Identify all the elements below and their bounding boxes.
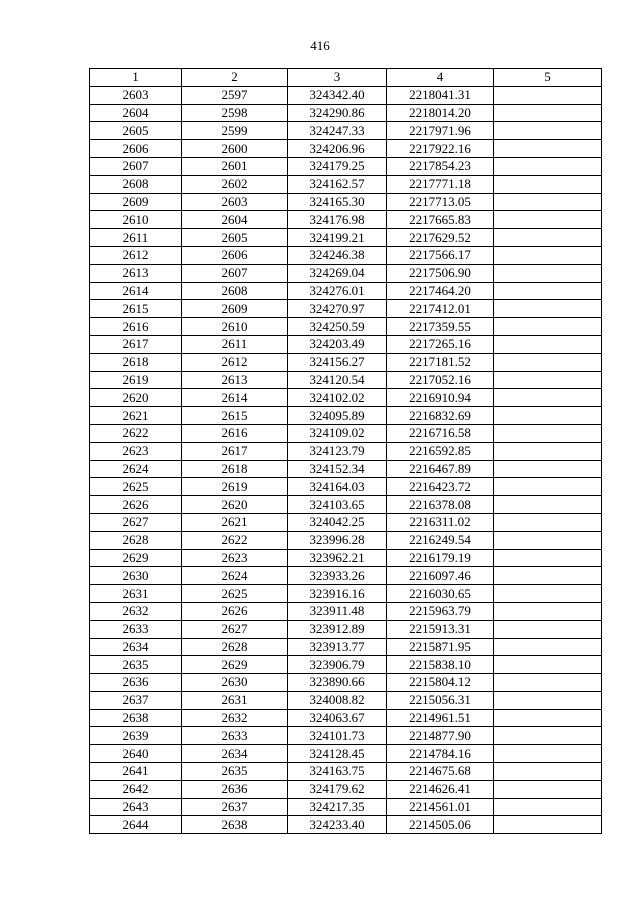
table-cell: 2601 — [182, 157, 288, 175]
table-cell: 2619 — [182, 478, 288, 496]
table-row — [90, 656, 602, 674]
table-cell: 2629 — [90, 549, 182, 567]
table-cell: 2626 — [182, 602, 288, 620]
table-row — [90, 727, 602, 745]
table-cell — [494, 300, 602, 318]
table-row — [90, 424, 602, 442]
table-cell: 2641 — [90, 763, 182, 781]
table-cell: 2622 — [90, 424, 182, 442]
table-row — [90, 86, 602, 104]
table-cell — [494, 816, 602, 834]
table-cell: 2627 — [182, 620, 288, 638]
table-cell: 324008.82 — [288, 691, 387, 709]
table-cell — [494, 780, 602, 798]
table-cell: 2640 — [90, 745, 182, 763]
table-cell: 324163.75 — [288, 763, 387, 781]
table-cell — [494, 86, 602, 104]
table-cell: 324290.86 — [288, 104, 387, 122]
table-row — [90, 460, 602, 478]
table-cell — [494, 264, 602, 282]
table-row — [90, 780, 602, 798]
table-cell — [494, 745, 602, 763]
table-cell: 2626 — [90, 496, 182, 514]
table-cell: 2217854.23 — [387, 157, 494, 175]
table-cell: 2618 — [90, 353, 182, 371]
table-row — [90, 496, 602, 514]
table-cell: 2614 — [90, 282, 182, 300]
table-cell — [494, 442, 602, 460]
table-row — [90, 531, 602, 549]
table-cell: 2214784.16 — [387, 745, 494, 763]
table-row — [90, 371, 602, 389]
table-cell — [494, 496, 602, 514]
table-cell: 324179.25 — [288, 157, 387, 175]
table-cell: 2634 — [90, 638, 182, 656]
table-cell: 324156.27 — [288, 353, 387, 371]
table-cell: 2633 — [90, 620, 182, 638]
table-cell: 323890.66 — [288, 674, 387, 692]
table-cell: 2637 — [182, 798, 288, 816]
table-row — [90, 745, 602, 763]
table-cell: 2217713.05 — [387, 193, 494, 211]
table-cell: 2218041.31 — [387, 86, 494, 104]
table-row — [90, 798, 602, 816]
table-cell: 324206.96 — [288, 140, 387, 158]
table-cell: 2632 — [182, 709, 288, 727]
page-number: 416 — [310, 38, 330, 53]
table-cell: 324109.02 — [288, 424, 387, 442]
table-row — [90, 638, 602, 656]
table-cell: 324120.54 — [288, 371, 387, 389]
header-row — [90, 69, 602, 87]
column-header: 5 — [494, 69, 602, 87]
table-cell: 324199.21 — [288, 229, 387, 247]
table-cell: 2607 — [90, 157, 182, 175]
table-row — [90, 478, 602, 496]
table-cell — [494, 478, 602, 496]
table-cell: 2600 — [182, 140, 288, 158]
table-cell: 323996.28 — [288, 531, 387, 549]
table-cell: 2627 — [90, 513, 182, 531]
table-row — [90, 353, 602, 371]
table-cell: 2615 — [182, 407, 288, 425]
table-row — [90, 407, 602, 425]
table-cell: 2214961.51 — [387, 709, 494, 727]
table-cell — [494, 567, 602, 585]
table-cell: 2623 — [182, 549, 288, 567]
table-cell — [494, 389, 602, 407]
column-header: 2 — [182, 69, 288, 87]
table-cell: 324217.35 — [288, 798, 387, 816]
table-row — [90, 282, 602, 300]
table-cell: 2605 — [182, 229, 288, 247]
table-row — [90, 442, 602, 460]
table-cell — [494, 424, 602, 442]
table-cell: 324342.40 — [288, 86, 387, 104]
table-cell: 324164.03 — [288, 478, 387, 496]
table-row — [90, 175, 602, 193]
table-cell — [494, 620, 602, 638]
table-cell — [494, 460, 602, 478]
table-cell: 324246.38 — [288, 246, 387, 264]
table-body — [90, 86, 602, 833]
table-cell: 324123.79 — [288, 442, 387, 460]
table-cell — [494, 211, 602, 229]
table-row — [90, 763, 602, 781]
table-cell: 2616 — [90, 318, 182, 336]
table-cell: 2611 — [182, 335, 288, 353]
table-cell: 2216378.08 — [387, 496, 494, 514]
table-cell: 2608 — [182, 282, 288, 300]
table-cell: 324270.97 — [288, 300, 387, 318]
table-cell: 2611 — [90, 229, 182, 247]
table-cell: 2613 — [182, 371, 288, 389]
table-cell: 2636 — [90, 674, 182, 692]
table-row — [90, 157, 602, 175]
table-cell — [494, 229, 602, 247]
table-cell: 2624 — [90, 460, 182, 478]
table-cell: 2217922.16 — [387, 140, 494, 158]
table-cell — [494, 513, 602, 531]
table-cell: 2610 — [90, 211, 182, 229]
table-cell: 2217052.16 — [387, 371, 494, 389]
table-cell: 2214505.06 — [387, 816, 494, 834]
table-cell: 324042.25 — [288, 513, 387, 531]
table-cell — [494, 727, 602, 745]
table-cell: 323906.79 — [288, 656, 387, 674]
table-row — [90, 122, 602, 140]
table-cell: 2630 — [90, 567, 182, 585]
table-row — [90, 211, 602, 229]
table-row — [90, 567, 602, 585]
table-cell: 324165.30 — [288, 193, 387, 211]
table-row — [90, 335, 602, 353]
table-cell — [494, 193, 602, 211]
table-cell: 2625 — [90, 478, 182, 496]
table-row — [90, 229, 602, 247]
table-cell — [494, 122, 602, 140]
table-cell: 2610 — [182, 318, 288, 336]
table-cell: 2215056.31 — [387, 691, 494, 709]
table-cell: 2617 — [182, 442, 288, 460]
table-cell: 2217265.16 — [387, 335, 494, 353]
table-cell: 2631 — [90, 585, 182, 603]
table-cell: 2612 — [182, 353, 288, 371]
table-cell: 323912.89 — [288, 620, 387, 638]
table-cell — [494, 335, 602, 353]
table-cell: 2597 — [182, 86, 288, 104]
table-cell: 2613 — [90, 264, 182, 282]
table-cell — [494, 353, 602, 371]
table-cell: 2609 — [90, 193, 182, 211]
table-cell: 2607 — [182, 264, 288, 282]
table-cell — [494, 407, 602, 425]
table-cell: 2618 — [182, 460, 288, 478]
table-cell: 2628 — [90, 531, 182, 549]
table-cell: 2638 — [90, 709, 182, 727]
table-row — [90, 246, 602, 264]
table-cell: 2217464.20 — [387, 282, 494, 300]
table-cell — [494, 656, 602, 674]
table-cell: 2217566.17 — [387, 246, 494, 264]
table-cell: 2621 — [182, 513, 288, 531]
table-cell — [494, 638, 602, 656]
table-cell: 2605 — [90, 122, 182, 140]
table-cell: 2639 — [90, 727, 182, 745]
coordinates-table — [89, 68, 602, 834]
table-cell: 324203.49 — [288, 335, 387, 353]
table-cell: 2624 — [182, 567, 288, 585]
table-cell — [494, 549, 602, 567]
column-header: 3 — [288, 69, 387, 87]
table-cell: 2217412.01 — [387, 300, 494, 318]
table-cell: 2637 — [90, 691, 182, 709]
table-cell: 2636 — [182, 780, 288, 798]
table-row — [90, 193, 602, 211]
table-cell — [494, 175, 602, 193]
table-cell: 2609 — [182, 300, 288, 318]
table-cell: 2608 — [90, 175, 182, 193]
table-row — [90, 104, 602, 122]
table-cell: 2606 — [90, 140, 182, 158]
table-cell: 323962.21 — [288, 549, 387, 567]
table-cell — [494, 691, 602, 709]
table-row — [90, 709, 602, 727]
table-cell: 2216030.65 — [387, 585, 494, 603]
table-row — [90, 389, 602, 407]
table-cell: 324269.04 — [288, 264, 387, 282]
table-row — [90, 513, 602, 531]
table-cell: 2598 — [182, 104, 288, 122]
table-row — [90, 674, 602, 692]
table-cell: 324179.62 — [288, 780, 387, 798]
table-cell: 2644 — [90, 816, 182, 834]
table-cell: 2635 — [90, 656, 182, 674]
table-cell: 2216097.46 — [387, 567, 494, 585]
table-cell: 2214626.41 — [387, 780, 494, 798]
table-cell: 2603 — [90, 86, 182, 104]
table-cell — [494, 140, 602, 158]
table-cell — [494, 371, 602, 389]
table-row — [90, 549, 602, 567]
table-cell: 2217629.52 — [387, 229, 494, 247]
table-cell: 2619 — [90, 371, 182, 389]
table-cell: 324063.67 — [288, 709, 387, 727]
table-row — [90, 602, 602, 620]
table-cell: 2620 — [90, 389, 182, 407]
table-cell: 2642 — [90, 780, 182, 798]
table-cell: 2632 — [90, 602, 182, 620]
table-cell — [494, 585, 602, 603]
table-cell: 2623 — [90, 442, 182, 460]
table-cell: 324101.73 — [288, 727, 387, 745]
table-cell: 324250.59 — [288, 318, 387, 336]
column-header: 1 — [90, 69, 182, 87]
table-cell — [494, 798, 602, 816]
table-cell: 2217771.18 — [387, 175, 494, 193]
table-cell: 324128.45 — [288, 745, 387, 763]
table-cell: 2634 — [182, 745, 288, 763]
table-cell: 323913.77 — [288, 638, 387, 656]
table-cell: 2215838.10 — [387, 656, 494, 674]
table-cell: 2217665.83 — [387, 211, 494, 229]
table-cell — [494, 157, 602, 175]
table-cell: 2621 — [90, 407, 182, 425]
table-cell — [494, 674, 602, 692]
table-cell: 2603 — [182, 193, 288, 211]
table-cell: 2622 — [182, 531, 288, 549]
table-cell: 2217971.96 — [387, 122, 494, 140]
table-cell — [494, 282, 602, 300]
table-cell: 2612 — [90, 246, 182, 264]
table-cell: 2615 — [90, 300, 182, 318]
table-cell: 2215804.12 — [387, 674, 494, 692]
table-cell: 324176.98 — [288, 211, 387, 229]
table-cell: 2216832.69 — [387, 407, 494, 425]
table-cell: 2633 — [182, 727, 288, 745]
table-cell — [494, 763, 602, 781]
table-row — [90, 816, 602, 834]
table-cell — [494, 602, 602, 620]
table-cell — [494, 709, 602, 727]
table-cell: 323933.26 — [288, 567, 387, 585]
table-cell: 2604 — [90, 104, 182, 122]
table-cell: 2214877.90 — [387, 727, 494, 745]
table-cell — [494, 531, 602, 549]
table-cell: 2217359.55 — [387, 318, 494, 336]
table-cell: 2635 — [182, 763, 288, 781]
table-cell: 2620 — [182, 496, 288, 514]
table-cell: 2604 — [182, 211, 288, 229]
table-cell — [494, 104, 602, 122]
table-cell: 324247.33 — [288, 122, 387, 140]
table-cell: 324233.40 — [288, 816, 387, 834]
table-cell: 2215871.95 — [387, 638, 494, 656]
table-row — [90, 140, 602, 158]
table-cell: 2216423.72 — [387, 478, 494, 496]
table-cell: 2214561.01 — [387, 798, 494, 816]
table-cell: 2216179.19 — [387, 549, 494, 567]
table-cell: 324276.01 — [288, 282, 387, 300]
table-row — [90, 585, 602, 603]
table-cell: 2216311.02 — [387, 513, 494, 531]
table-cell: 2617 — [90, 335, 182, 353]
table-cell: 2215913.31 — [387, 620, 494, 638]
table-cell: 2602 — [182, 175, 288, 193]
table-cell: 2218014.20 — [387, 104, 494, 122]
table-row — [90, 264, 602, 282]
table-cell: 2629 — [182, 656, 288, 674]
table-cell: 2216249.54 — [387, 531, 494, 549]
table-cell: 2614 — [182, 389, 288, 407]
table-cell: 2216716.58 — [387, 424, 494, 442]
table-cell: 2216592.85 — [387, 442, 494, 460]
table-cell: 324102.02 — [288, 389, 387, 407]
table-cell: 2215963.79 — [387, 602, 494, 620]
table-cell: 324162.57 — [288, 175, 387, 193]
table-cell: 324095.89 — [288, 407, 387, 425]
table-row — [90, 691, 602, 709]
table-cell: 2616 — [182, 424, 288, 442]
column-header: 4 — [387, 69, 494, 87]
table-cell: 324103.65 — [288, 496, 387, 514]
table-cell: 2216910.94 — [387, 389, 494, 407]
table-cell: 2217506.90 — [387, 264, 494, 282]
table-cell: 2638 — [182, 816, 288, 834]
table-cell: 2630 — [182, 674, 288, 692]
table-cell — [494, 318, 602, 336]
table-row — [90, 620, 602, 638]
table-cell: 323916.16 — [288, 585, 387, 603]
table-cell: 2606 — [182, 246, 288, 264]
table-cell — [494, 246, 602, 264]
table-cell: 2599 — [182, 122, 288, 140]
table-cell: 2216467.89 — [387, 460, 494, 478]
table-cell: 323911.48 — [288, 602, 387, 620]
table-cell: 2643 — [90, 798, 182, 816]
table-row — [90, 318, 602, 336]
table-row — [90, 300, 602, 318]
table-header — [90, 69, 602, 87]
table-cell: 324152.34 — [288, 460, 387, 478]
table-cell: 2217181.52 — [387, 353, 494, 371]
table-cell: 2214675.68 — [387, 763, 494, 781]
table-cell: 2628 — [182, 638, 288, 656]
table-cell: 2625 — [182, 585, 288, 603]
table-cell: 2631 — [182, 691, 288, 709]
